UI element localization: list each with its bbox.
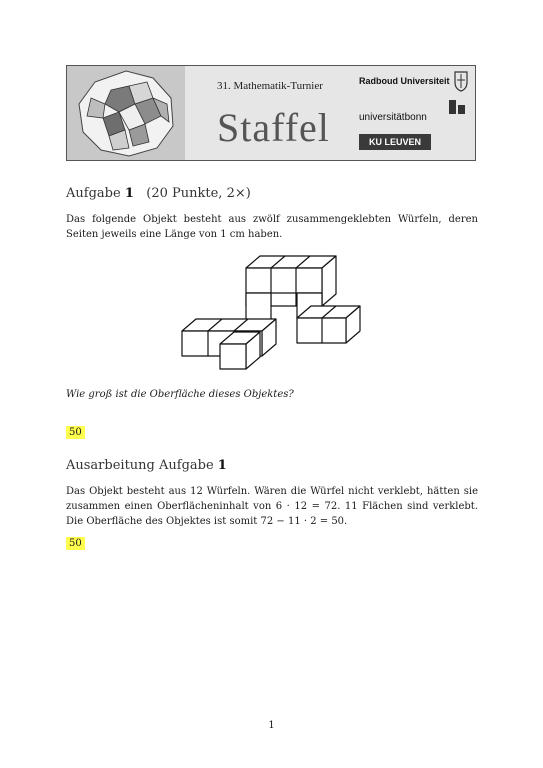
solution-heading — [66, 458, 227, 473]
university-logos — [359, 70, 471, 158]
solution-answer-badge: 50 — [66, 537, 85, 550]
header-banner — [66, 65, 476, 161]
solution-label: Ausarbeitung Aufgabe — [66, 458, 214, 473]
bonn-mark-icon — [449, 100, 465, 114]
task-heading — [66, 186, 251, 201]
task-answer-badge: 50 — [66, 426, 85, 439]
task-points: (20 Punkte, 2×) — [146, 186, 251, 201]
event-title: 31. Mathematik-Turnier — [217, 80, 323, 92]
page-title: Staffel — [217, 105, 330, 150]
solution-text: Das Objekt besteht aus 12 Würfeln. Wären die Würfel nicht verklebt, hätten sie zusammen einen Oberflächeninhalt von 6 · 12 = 72. 11 Flächen sind verklebt. Die Oberfläche des Objektes ist somit 72 − 11 · 2 = 50. — [66, 486, 478, 527]
kuleuven-logo: KU LEUVEN — [359, 134, 431, 150]
task-question: Wie groß ist die Oberfläche dieses Objektes? — [66, 389, 294, 400]
task-text: Das folgende Objekt besteht aus zwölf zusammengeklebten Würfeln, deren Seiten jeweils eine Länge von 1 cm haben. — [66, 214, 478, 240]
crest-icon — [453, 70, 469, 92]
bonn-logo: universitätbonn — [359, 112, 427, 123]
task-label: Aufgabe — [66, 186, 121, 201]
polyhedron-image — [67, 66, 185, 160]
cube-object-figure — [176, 252, 366, 372]
task-number: 1 — [124, 186, 134, 201]
radboud-logo: Radboud Universiteit — [359, 76, 450, 86]
page-number: 1 — [268, 720, 275, 731]
solution-number: 1 — [217, 458, 227, 473]
